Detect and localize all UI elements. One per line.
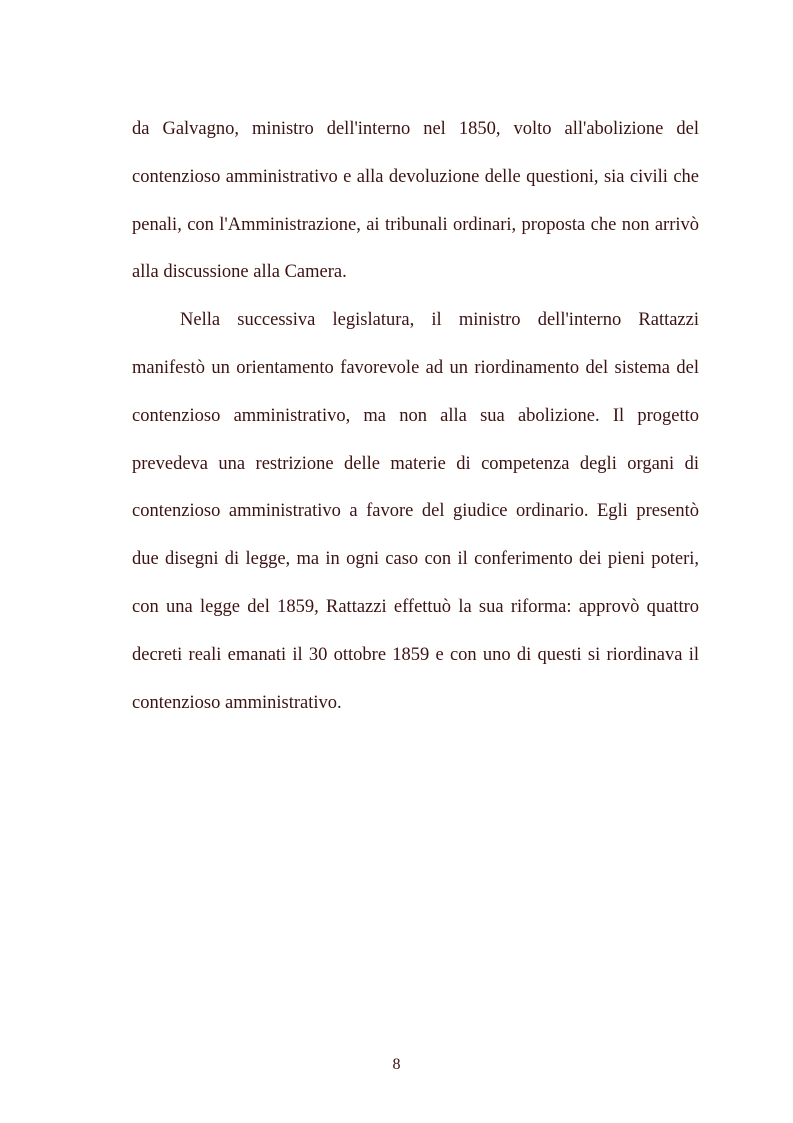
page-number: 8 <box>392 1056 401 1073</box>
paragraph-continuation: da Galvagno, ministro dell'interno nel 1850, volto all'abolizione del contenzioso amministrativo e alla devoluzione delle questioni, sia civili che penali, con l'Amministrazione, ai tribunali ordinari, proposta che non arrivò alla discussione alla Camera. <box>132 119 699 283</box>
paragraph-rattazzi-reform: Nella successiva legislatura, il ministro dell'interno Rattazzi manifestò un orientamento favorevole ad un riordinamento del sistema del contenzioso amministrativo, ma non alla sua abolizione. Il progetto prevedeva una restrizione delle materie di competenza degli organi di contenzioso amministrativo a favore del giudice ordinario. Egli presentò due disegni di legge, ma in ogni caso con il conferimento dei pieni poteri, con una legge del 1859, Rattazzi effettuò la sua riforma: approvò quattro decreti reali emanati il 30 ottobre 1859 e con uno di questi si riordinava il contenzioso amministrativo. <box>132 310 699 713</box>
body-text <box>132 106 699 727</box>
